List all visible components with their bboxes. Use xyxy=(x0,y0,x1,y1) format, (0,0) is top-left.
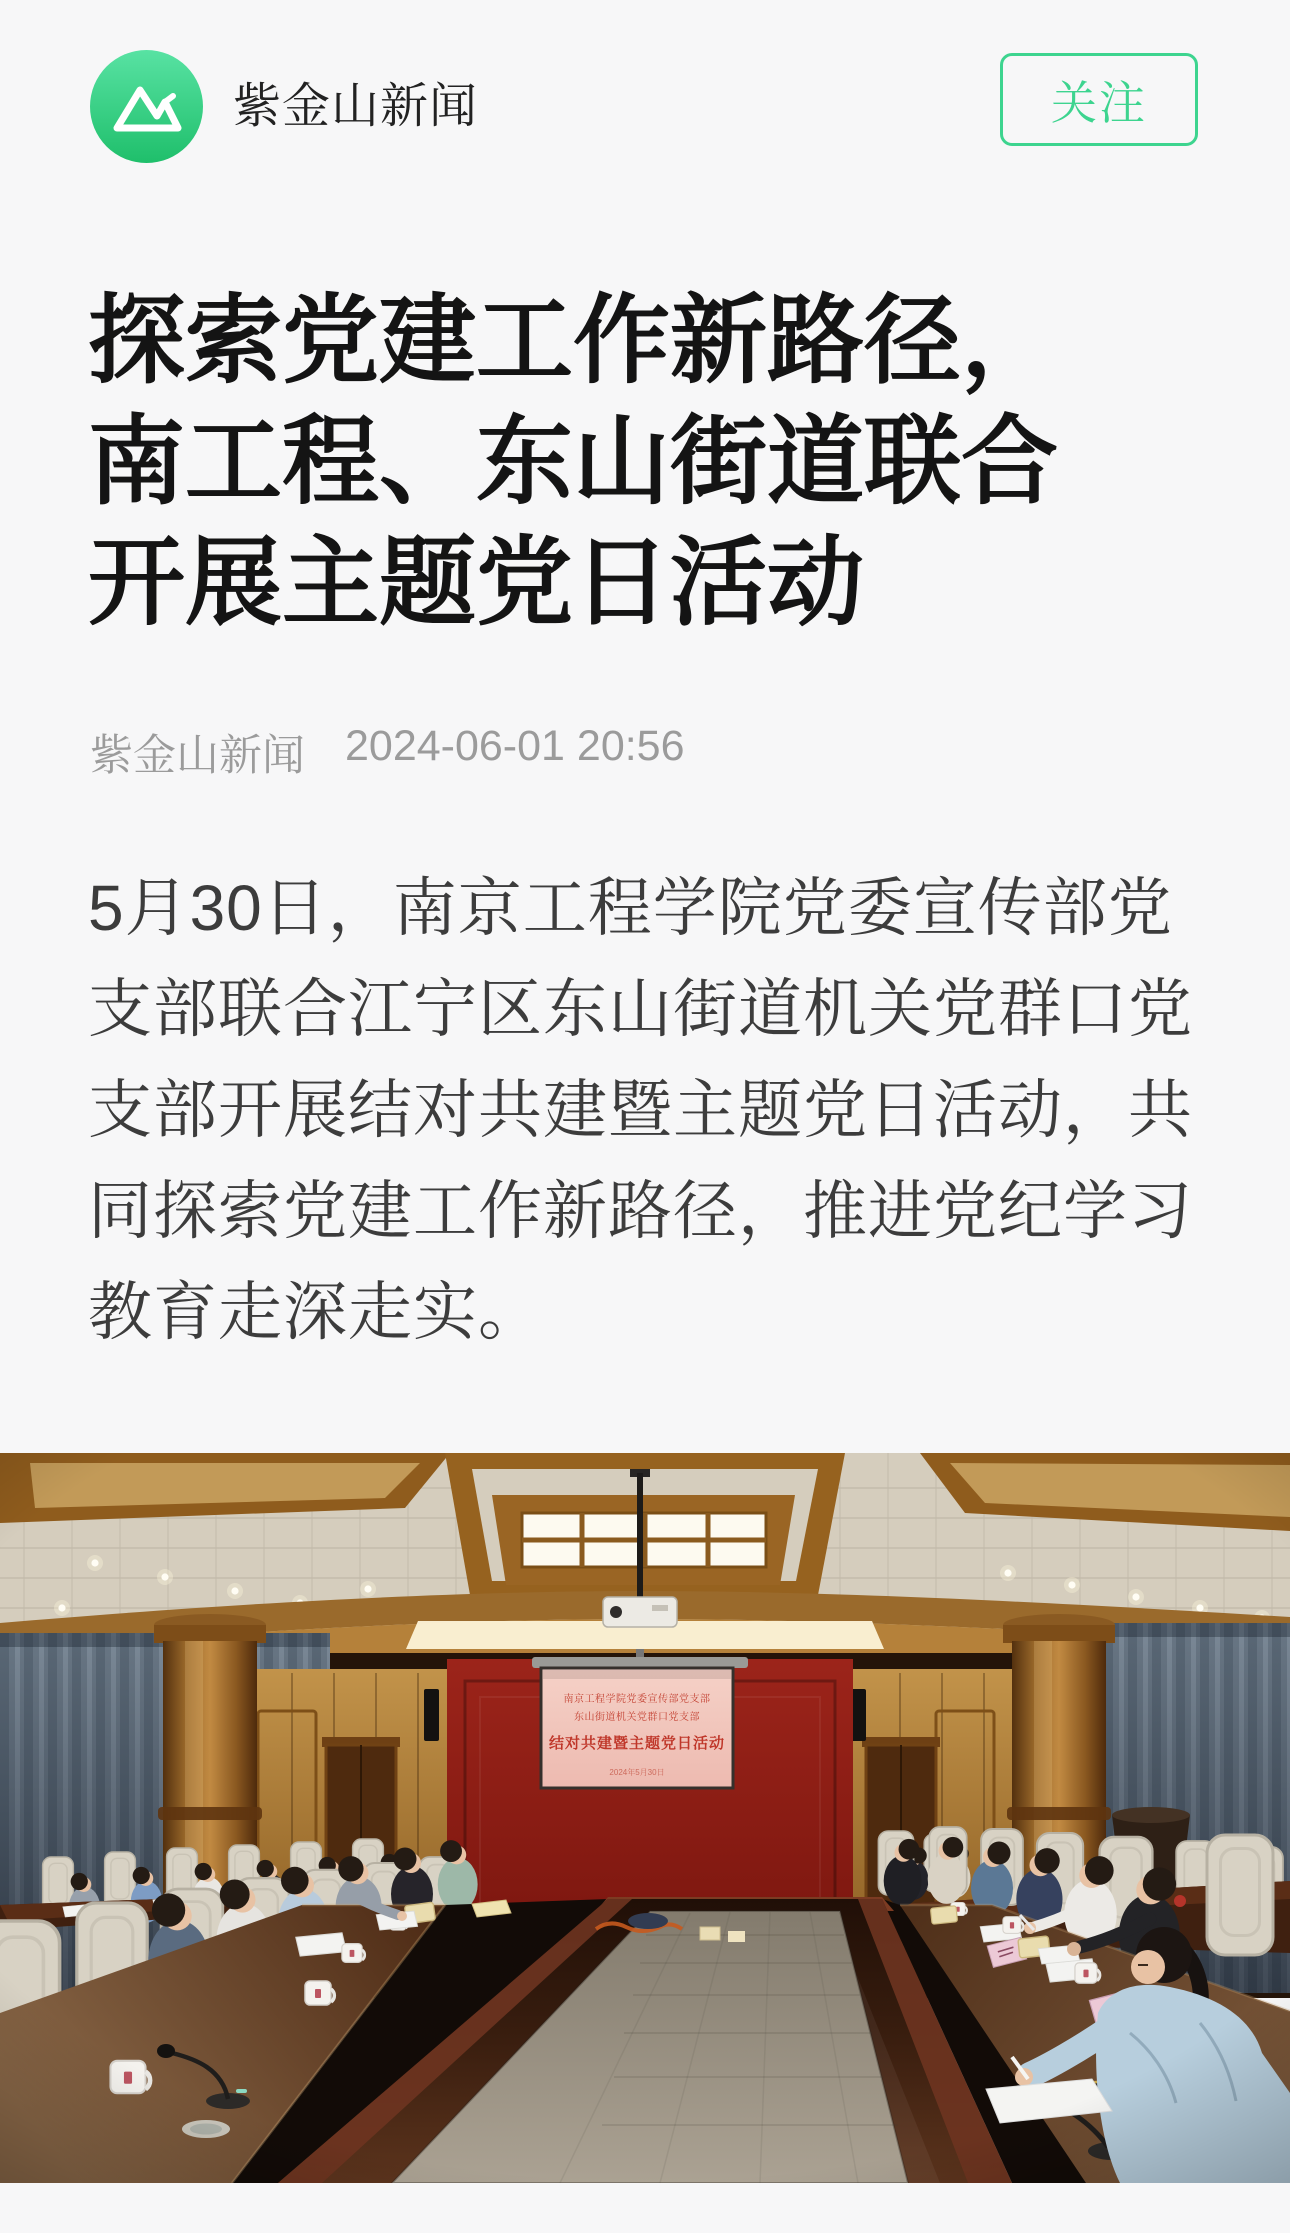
title-line-1: 探索党建工作新路径， xyxy=(88,286,1058,395)
title-line-3: 开展主题党日活动 xyxy=(88,528,864,637)
paragraph-line: 支部开展结对共建暨主题党日活动，共 xyxy=(88,1074,1193,1146)
byline xyxy=(90,722,685,783)
photo-vignette xyxy=(0,1453,1290,2183)
paragraph-line: 教育走深走实。 xyxy=(88,1276,543,1348)
follow-button[interactable]: 关注 xyxy=(1000,53,1198,146)
byline-source: 紫金山新闻 xyxy=(90,732,305,780)
article-paragraph xyxy=(88,858,1218,1363)
article-title xyxy=(88,280,1208,643)
paragraph-line: 支部联合江宁区东山街道机关党群口党 xyxy=(88,973,1193,1045)
brand-title: 紫金山新闻 xyxy=(233,80,479,133)
paragraph-line: 同探索党建工作新路径，推进党纪学习 xyxy=(88,1175,1193,1247)
article-photo-conference-room xyxy=(0,1453,1290,2183)
paragraph-line: 5月30日，南京工程学院党委宣传部党 xyxy=(88,872,1173,944)
byline-timestamp: 2024-06-01 20:56 xyxy=(345,722,685,770)
title-line-2: 南工程、东山街道联合 xyxy=(88,407,1058,516)
zijinshan-logo-icon xyxy=(90,50,203,163)
